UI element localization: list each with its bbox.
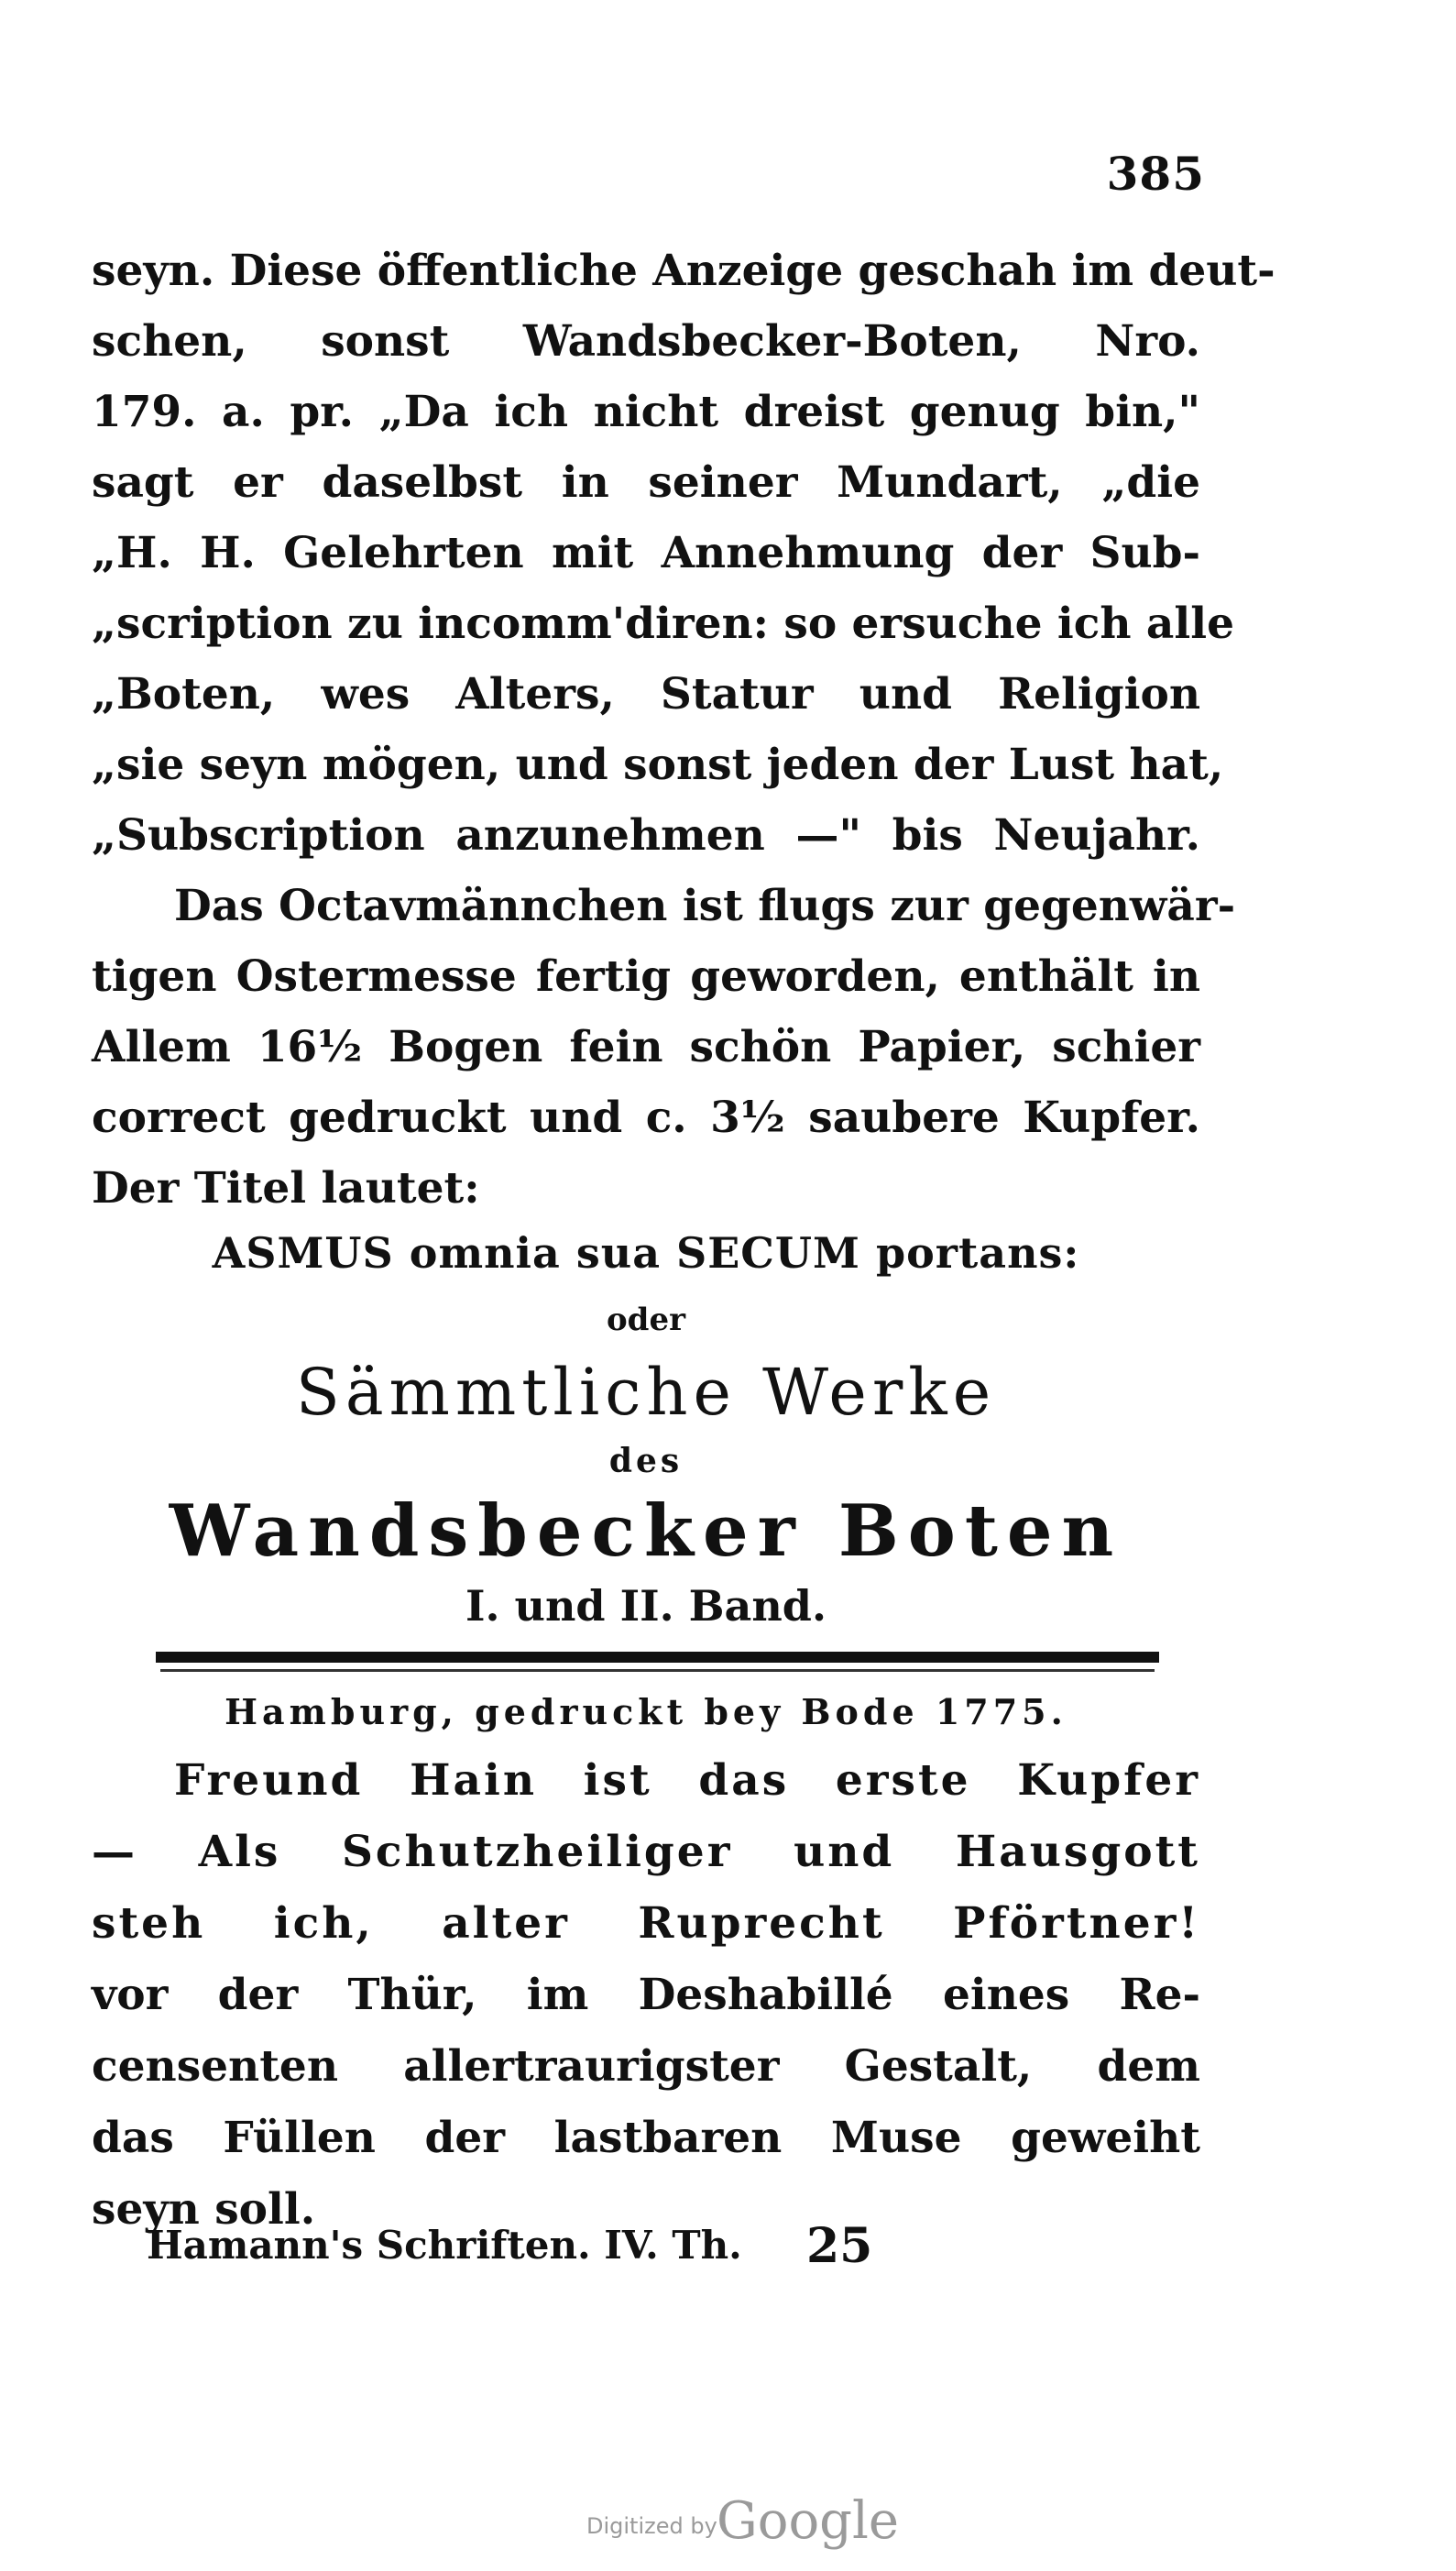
text-line: „Subscription anzunehmen —" bis Neujahr. [92,810,1200,861]
title-boten: Wandsbecker Boten [169,1489,1123,1573]
text-line: „sie seyn mögen, und sonst jeden der Lust hat, [92,740,1224,790]
text-line: Allem 16½ Bogen fein schön Papier, schier [92,1022,1200,1072]
title-des: des [608,1442,684,1480]
text-line: censenten allertraurigster Gestalt, dem [92,2041,1200,2092]
imprint: Hamburg, gedruckt bey Bode 1775. [224,1691,1067,1732]
google-watermark [586,2491,916,2551]
text-line: seyn. Diese öffentliche Anzeige geschah im deut- [92,246,1275,296]
text-line: schen, sonst Wandsbecker-Boten, Nro. [92,316,1200,367]
text-line: „H. H. Gelehrten mit Annehmung der Sub- [92,528,1200,578]
text-line: tigen Ostermesse fertig geworden, enthält in [92,951,1200,1002]
title-oder: oder [607,1302,685,1338]
text-line: vor der Thür, im Deshabillé eines Re- [92,1970,1200,2020]
divider-rule [156,1652,1159,1663]
text-line: Das Octavmännchen ist flugs zur gegenwär- [174,881,1236,931]
title-band: I. und II. Band. [465,1581,827,1631]
text-line: Der Titel lautet: [92,1163,480,1214]
google-logo: Google [717,2491,900,2551]
sheet-number: 25 [806,2218,873,2274]
text-line: Freund Hain ist das erste Kupfer [174,1755,1200,1806]
text-line: correct gedruckt und c. 3½ saubere Kupfer. [92,1093,1200,1143]
title-motto: ASMUS omnia sua SECUM portans: [212,1228,1080,1278]
signature-mark: Hamann's Schriften. IV. Th. [147,2223,742,2268]
text-line: seyn soll. [92,2184,316,2235]
text-line: steh ich, alter Ruprecht Pförtner! [92,1898,1200,1949]
text-line: „scription zu incomm'diren: so ersuche ich alle [92,599,1234,649]
text-line: 179. a. pr. „Da ich nicht dreist genug bin," [92,387,1200,437]
text-line: das Füllen der lastbaren Muse geweiht [92,2113,1200,2163]
text-line: — Als Schutzheiliger und Hausgott [92,1827,1200,1877]
divider-rule-thin [160,1669,1155,1672]
title-werke: Sämmtliche Werke [295,1355,997,1430]
text-line: „Boten, wes Alters, Statur und Religion [92,669,1200,720]
page-number: 385 [1106,147,1205,201]
text-line: sagt er daselbst in seiner Mundart, „die [92,457,1200,508]
watermark-prefix: Digitized by [586,2513,717,2539]
